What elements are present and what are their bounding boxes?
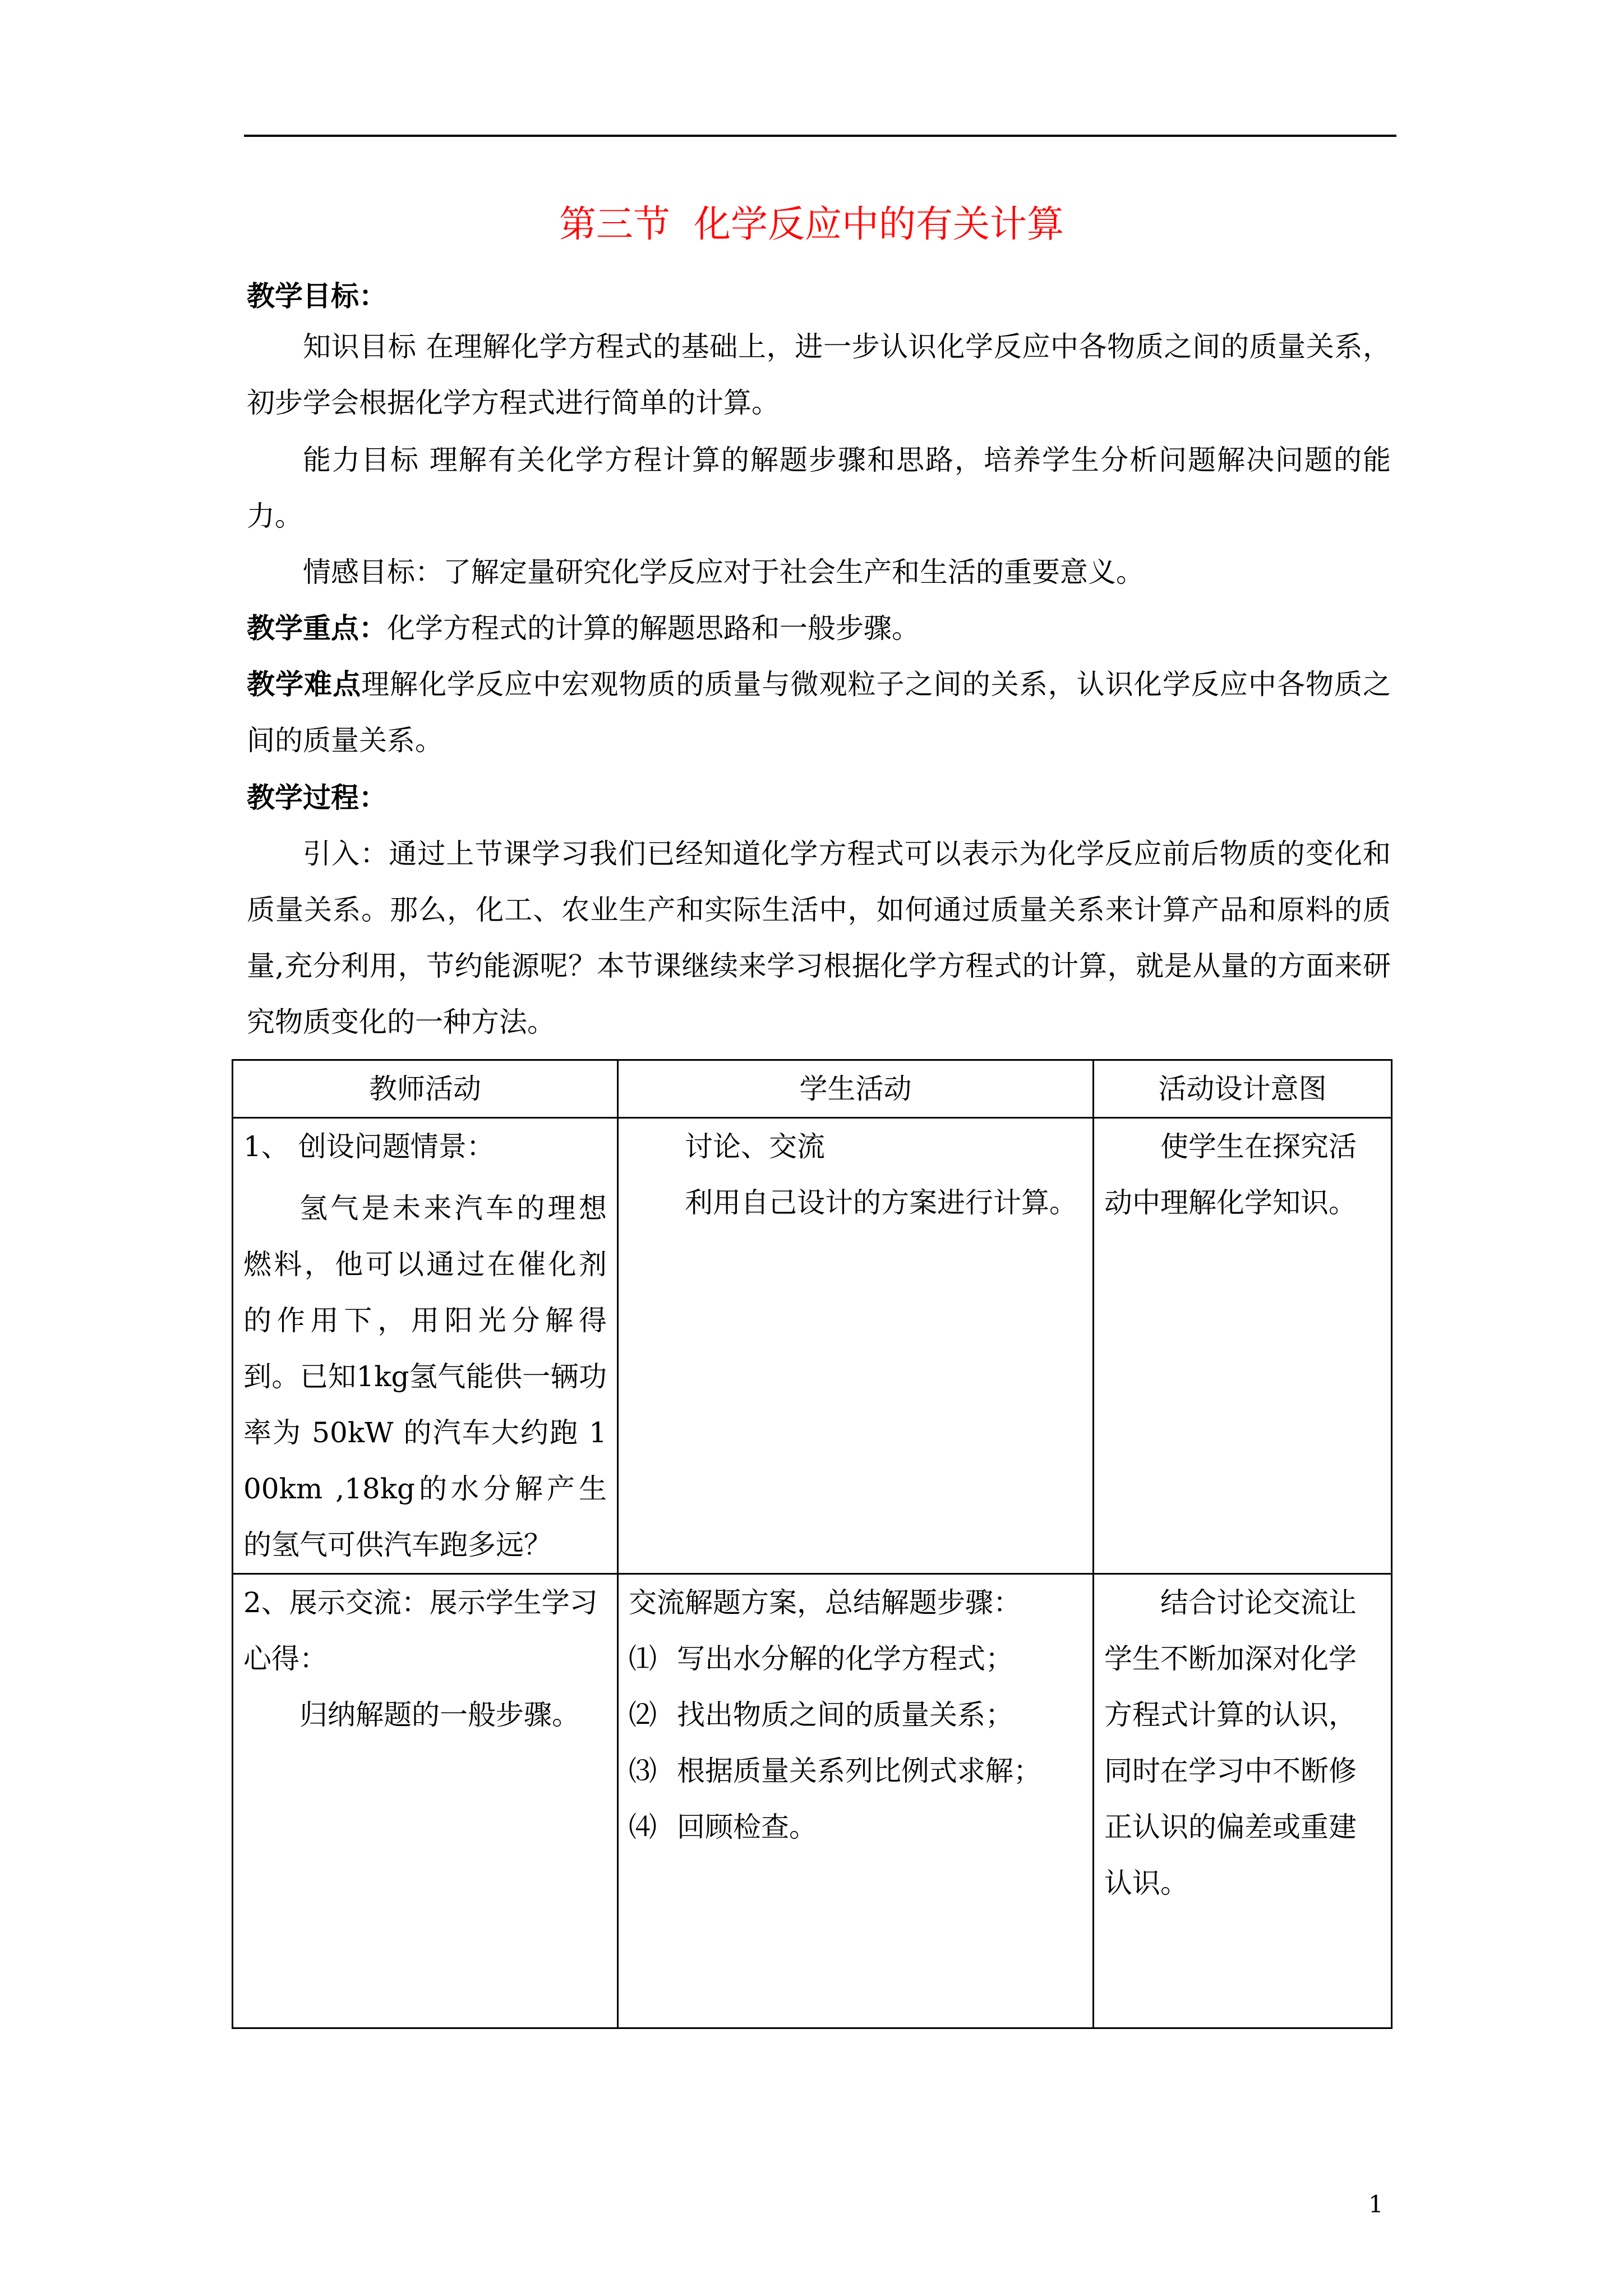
header-rule [244,135,1396,137]
page-number: 1 [1368,2191,1384,2218]
activity-table [232,1059,1393,2029]
step-text: 根据质量关系列比例式求解； [677,1755,1041,1787]
step-number: ⑴ [629,1642,657,1675]
intent-cell [1094,1574,1392,2028]
teacher-cell [233,1118,618,1574]
teacher-text: 氢气是未来汽车的理想燃料，他可以通过在催化剂的作用下，用阳光分解得到。已知1kg氢气能供一辆功率为 50kW 的汽车大约跑 100km ,18kg的水分解产生的氢气可供汽车跑多远？ [243,1192,607,1561]
student-cell [618,1118,1094,1574]
difficulty [247,656,1391,769]
student-calc: 利用自己设计的方案进行计算。 [685,1186,1077,1219]
step-text: 回顾检查。 [677,1811,817,1843]
objectives-heading: 教学目标： [247,279,387,312]
page-title: 第三节 化学反应中的有关计算 [559,203,1064,246]
step-item [629,1799,1082,1855]
header-teacher: 教师活动 [233,1060,618,1118]
step-item [629,1687,1082,1743]
step-text: 找出物质之间的质量关系； [677,1699,1013,1731]
step-number: ⑷ [629,1811,657,1843]
teacher-title: 1、 创设问题情景： [243,1130,495,1163]
student-discuss: 讨论、交流 [685,1130,825,1163]
difficulty-text: 理解化学反应中宏观物质的质量与微观粒子之间的关系，认识化学反应中各物质之间的质量关系。 [247,668,1391,757]
step-item [629,1631,1082,1687]
step-item [629,1743,1082,1799]
student-cell [618,1574,1094,2028]
intent-text: 使学生在探究活动中理解化学知识。 [1104,1130,1357,1219]
key-point-label: 教学重点： [247,611,387,645]
step-text: 写出水分解的化学方程式； [677,1642,1013,1675]
header-student: 学生活动 [618,1060,1094,1118]
student-title: 交流解题方案，总结解题步骤： [629,1586,1021,1619]
key-point [247,600,1391,656]
intent-cell [1094,1118,1392,1574]
difficulty-label: 教学难点 [247,668,362,701]
process-intro: 引入：通过上节课学习我们已经知道化学方程式可以表示为化学反应前后物质的变化和质量关系。那么，化工、农业生产和实际生活中，如何通过质量关系来计算产品和原料的质量,充分利用，节约能源呢？本节课继续来学习根据化学方程式的计算，就是从量的方面来研究物质变化的一种方法。 [247,838,1391,1038]
teacher-title: 2、展示交流：展示学生学习心得： [243,1586,598,1675]
emotion-objective: 情感目标：了解定量研究化学反应对于社会生产和生活的重要意义。 [303,556,1144,588]
ability-objective: 能力目标 理解有关化学方程计算的解题步骤和思路，培养学生分析问题解决问题的能力。 [247,444,1391,532]
teacher-cell [233,1574,618,2028]
intent-text: 结合讨论交流让学生不断加深对化学方程式计算的认识，同时在学习中不断修正认识的偏差或重建认识。 [1104,1586,1357,1899]
step-number: ⑶ [629,1755,657,1787]
key-point-text: 化学方程式的计算的解题思路和一般步骤。 [387,612,920,645]
table-row [233,1574,1392,2028]
step-number: ⑵ [629,1699,657,1731]
table-row [233,1118,1392,1574]
process-heading: 教学过程： [247,781,387,814]
knowledge-objective: 知识目标 在理解化学方程式的基础上，进一步认识化学反应中各物质之间的质量关系，初步学会根据化学方程式进行简单的计算。 [247,330,1391,419]
header-intent: 活动设计意图 [1094,1060,1392,1118]
table-header-row [233,1060,1392,1118]
teacher-text: 归纳解题的一般步骤。 [299,1699,580,1731]
